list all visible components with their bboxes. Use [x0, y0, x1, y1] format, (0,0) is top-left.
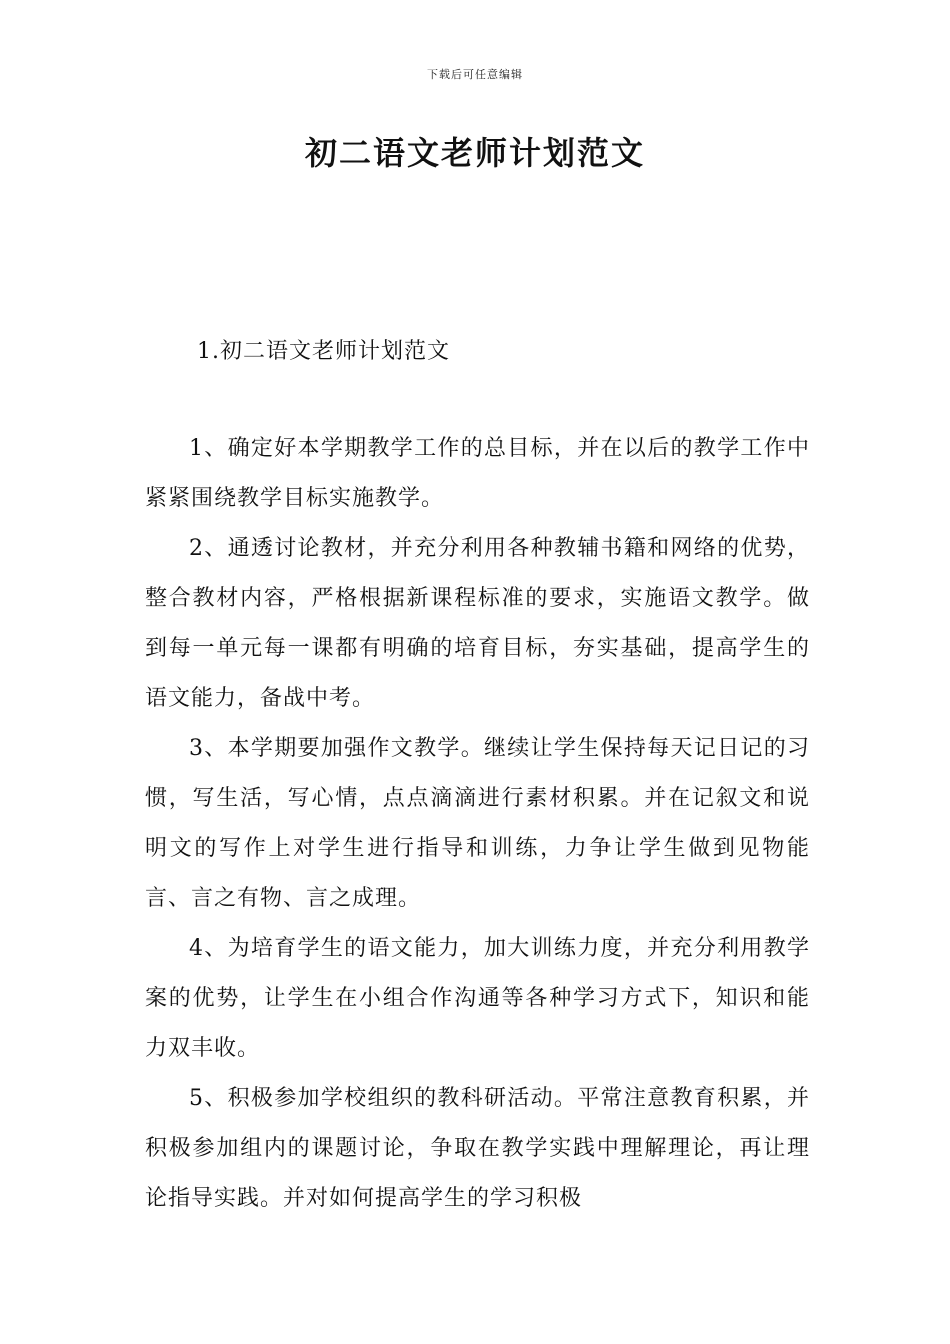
paragraph-5: 5、积极参加学校组织的教科研活动。平常注意教育积累，并积极参加组内的课题讨论，争取在教学实践中理解理论，再让理论指导实践。并对如何提高学生的学习积极 — [145, 1086, 810, 1211]
paragraph-1: 1、确定好本学期教学工作的总目标，并在以后的教学工作中紧紧围绕教学目标实施教学。 — [145, 436, 810, 511]
document-title: 初二语文老师计划范文 — [304, 134, 645, 172]
header-note: 下载后可任意编辑 — [427, 68, 523, 81]
document-body — [145, 424, 810, 1224]
section-heading: 1.初二语文老师计划范文 — [197, 339, 450, 364]
paragraph-4: 4、为培育学生的语文能力，加大训练力度，并充分利用教学案的优势，让学生在小组合作沟通等各种学习方式下，知识和能力双丰收。 — [145, 936, 810, 1061]
paragraph-2: 2、通透讨论教材，并充分利用各种教辅书籍和网络的优势，整合教材内容，严格根据新课程标准的要求，实施语文教学。做到每一单元每一课都有明确的培育目标，夯实基础，提高学生的语文能力，备战中考。 — [145, 536, 810, 711]
paragraph-3: 3、本学期要加强作文教学。继续让学生保持每天记日记的习惯，写生活，写心情，点点滴滴进行素材积累。并在记叙文和说明文的写作上对学生进行指导和训练，力争让学生做到见物能言、言之有物、言之成理。 — [145, 736, 810, 911]
